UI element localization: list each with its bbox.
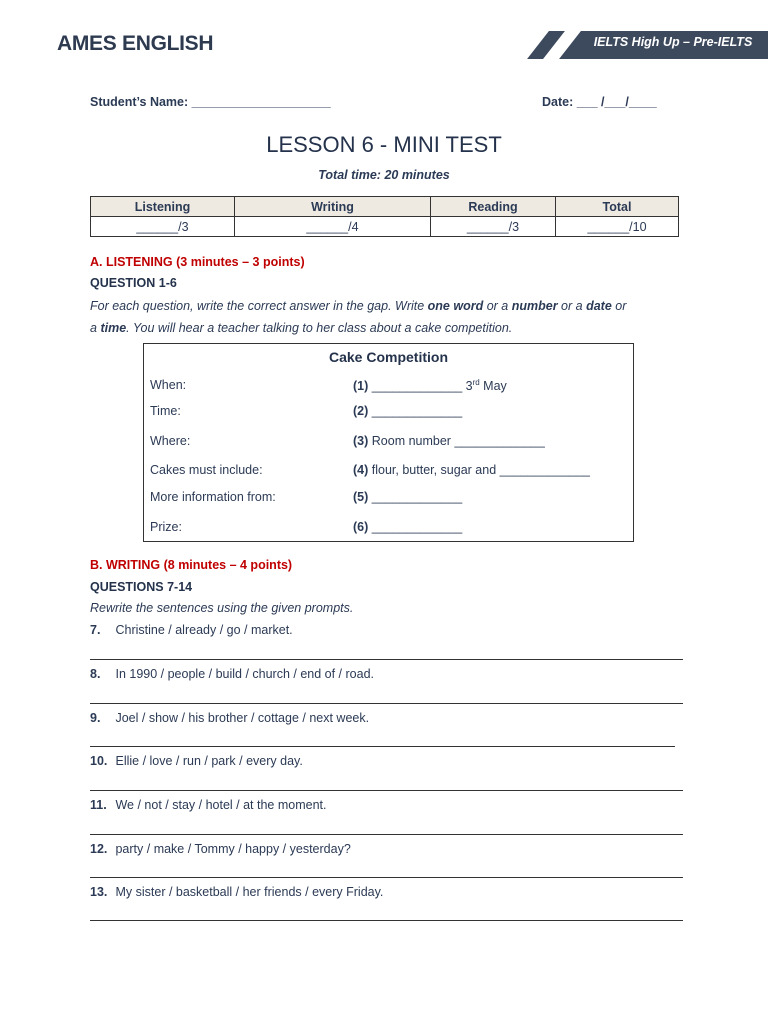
- answer-4: (4) flour, butter, sugar and _____________: [353, 463, 591, 477]
- writing-item-8: 8. In 1990 / people / build / church / end of / road.: [90, 667, 374, 681]
- answer-line-10: [90, 790, 683, 791]
- score-table: [90, 196, 679, 237]
- score-listening: ______/3: [91, 217, 235, 237]
- row-label-when: When:: [150, 378, 187, 392]
- writing-item-13: 13. My sister / basketball / her friends / every Friday.: [90, 885, 384, 899]
- score-table-values: [91, 217, 679, 237]
- writing-item-12: 12. party / make / Tommy / happy / yesterday?: [90, 842, 351, 856]
- writing-heading: B. WRITING (8 minutes – 4 points): [90, 558, 293, 572]
- score-reading: ______/3: [431, 217, 556, 237]
- ames-english-logo: AMES ENGLISH: [57, 32, 214, 55]
- answer-line-7: [90, 659, 683, 660]
- score-header-total: Total: [556, 197, 679, 217]
- score-writing: ______/4: [235, 217, 431, 237]
- writing-item-9: 9. Joel / show / his brother / cottage / next week.: [90, 711, 370, 725]
- score-table-header: [91, 197, 679, 217]
- row-label-time: Time:: [150, 404, 181, 418]
- listening-instruction: For each question, write the correct answer in the gap. Write one word or a number or a date or a time. You will hear a teacher talking to her class about a cake competition.: [90, 299, 627, 335]
- row-label-cakes-must-include: Cakes must include:: [150, 463, 263, 477]
- score-total: ______/10: [556, 217, 679, 237]
- writing-question-range: QUESTIONS 7-14: [90, 580, 193, 594]
- answer-3: (3) Room number _____________: [353, 434, 545, 448]
- row-label-more-information: More information from:: [150, 490, 276, 504]
- listening-question-range: QUESTION 1-6: [90, 276, 177, 290]
- cake-competition-title: Cake Competition: [328, 349, 448, 365]
- answer-1: (1) _____________ 3rd May: [353, 378, 507, 394]
- total-time: Total time: 20 minutes: [318, 168, 450, 182]
- writing-item-11: 11. We / not / stay / hotel / at the moment.: [90, 798, 327, 812]
- date-field: Date: ___ /___/____: [542, 95, 657, 109]
- answer-6: (6) _____________: [353, 520, 463, 534]
- answer-line-9: [90, 746, 675, 747]
- answer-5: (5) _____________: [353, 490, 463, 504]
- row-label-where: Where:: [150, 434, 191, 448]
- answer-line-11: [90, 834, 683, 835]
- writing-item-7: 7. Christine / already / go / market.: [90, 623, 293, 637]
- answer-line-13: [90, 920, 683, 921]
- student-name-field: Student’s Name: ____________________: [90, 95, 331, 109]
- answer-line-12: [90, 877, 683, 878]
- header-stripe: [527, 31, 565, 59]
- answer-2: (2) _____________: [353, 404, 463, 418]
- page-title: LESSON 6 - MINI TEST: [266, 132, 502, 157]
- score-header-listening: Listening: [91, 197, 235, 217]
- writing-instruction: Rewrite the sentences using the given prompts.: [90, 601, 354, 615]
- score-header-writing: Writing: [235, 197, 431, 217]
- row-label-prize: Prize:: [150, 520, 182, 534]
- writing-item-10: 10. Ellie / love / run / park / every day.: [90, 754, 303, 768]
- course-tag: IELTS High Up – Pre-IELTS: [593, 35, 753, 49]
- score-header-reading: Reading: [431, 197, 556, 217]
- listening-heading: A. LISTENING (3 minutes – 3 points): [90, 255, 305, 269]
- answer-line-8: [90, 703, 683, 704]
